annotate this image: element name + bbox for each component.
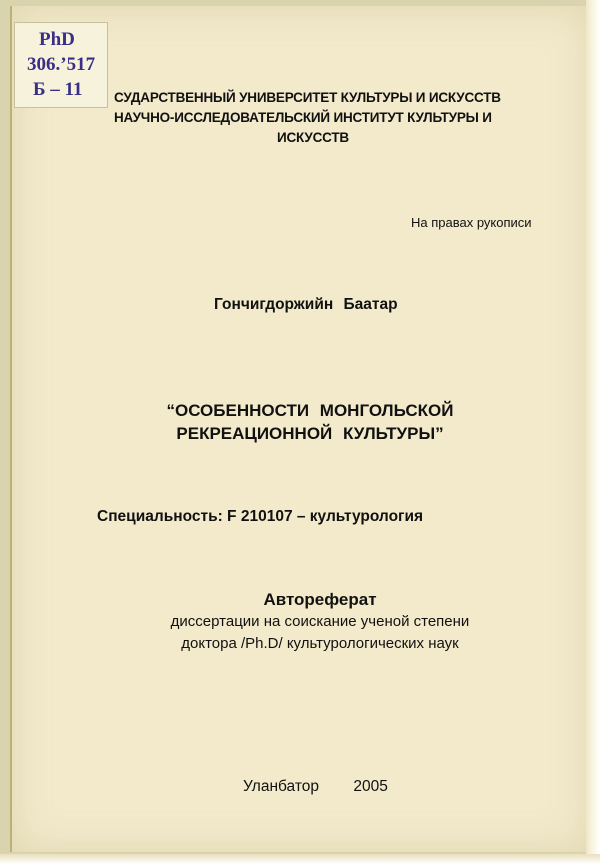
abstract-description-line-1: диссертации на соискание ученой степени [170,613,470,630]
abstract-heading: Автореферат [263,590,377,609]
thesis-title-line-2: РЕКРЕАЦИОННОЙ КУЛЬТУРЫ” [176,424,444,443]
page-edge-bottom [0,854,600,864]
manuscript-rights-note: На правах рукописи [411,215,532,230]
publication-year: 2005 [353,778,388,795]
institution-line-1: СУДАРСТВЕННЫЙ УНИВЕРСИТЕТ КУЛЬТУРЫ И ИСКУССТВ [114,90,501,105]
thesis-title-line-1: “ОСОБЕННОСТИ МОНГОЛЬСКОЙ [166,401,454,420]
institution-line-2: НАУЧНО-ИССЛЕДОВАТЕЛЬСКИЙ ИНСТИТУТ КУЛЬТУРЫ И [114,110,492,125]
abstract-description-line-2: доктора /Ph.D/ культурологических наук [181,635,459,652]
publication-city: Уланбатор [243,778,320,795]
page-edge-right [586,0,600,864]
author-name: Гончигдоржийн Баатар [214,296,398,313]
call-number-line-2: 306.’517 [27,54,96,75]
institution-line-3: ИСКУССТВ [277,130,349,145]
publication-place-year [243,778,388,796]
library-call-number-label [14,22,108,108]
specialty-line: Специальность: F 210107 – культурология [97,508,424,525]
call-number-line-1: PhD [39,29,75,50]
call-number-line-3: Б – 11 [33,79,83,100]
